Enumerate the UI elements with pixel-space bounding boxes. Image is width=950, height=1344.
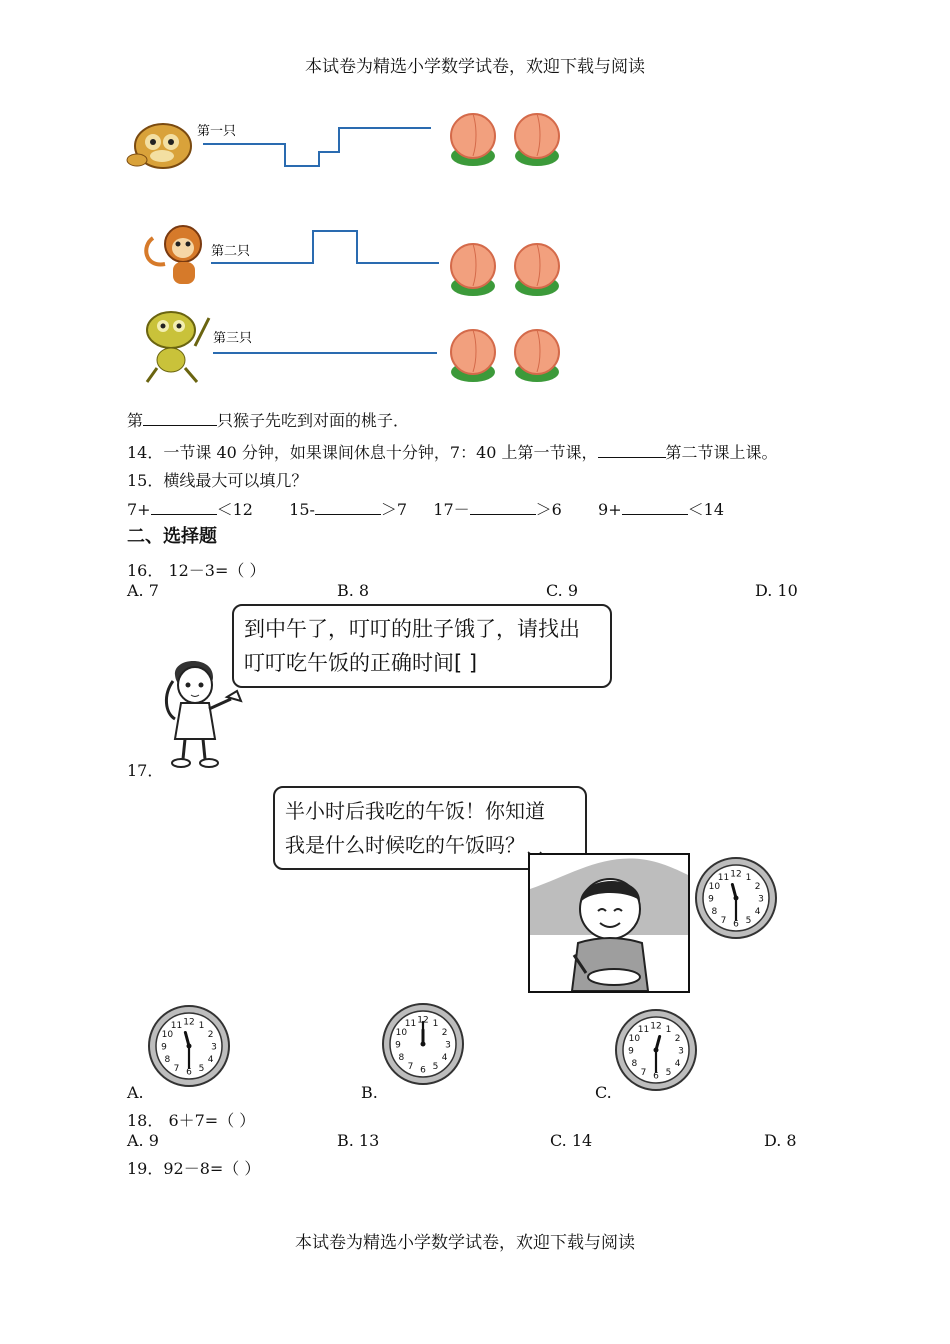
- clock-numeral: 11: [170, 1020, 183, 1031]
- q16-option-a[interactable]: A. 7: [127, 581, 159, 600]
- clock-numeral: 6: [733, 919, 739, 930]
- clock-numeral: 5: [432, 1062, 439, 1073]
- q15-item: 7+ ＜12: [127, 500, 253, 519]
- q18-option-d[interactable]: D. 8: [764, 1131, 797, 1150]
- boy-lunch-scene: [528, 853, 690, 993]
- page-header: 本试卷为精选小学数学试卷，欢迎下载与阅读: [305, 57, 645, 77]
- clock-option-b[interactable]: [380, 1000, 470, 1092]
- clock-numeral: 9: [628, 1046, 634, 1057]
- clock-numeral: 10: [161, 1030, 174, 1040]
- girl-speech-bubble: [232, 604, 612, 688]
- question-15-title: 15．横线最大可以填几？: [127, 471, 308, 490]
- clock-numeral: 3: [211, 1042, 217, 1053]
- clock-numeral: 5: [665, 1068, 672, 1079]
- clock-numeral: 9: [708, 894, 714, 905]
- clock-numeral: 7: [720, 916, 727, 927]
- clock-hub: [734, 896, 739, 901]
- clock-hub: [654, 1048, 659, 1053]
- page-footer: 本试卷为精选小学数学试卷，欢迎下载与阅读: [295, 1233, 635, 1253]
- girl-bubble-line: 到中午了，叮叮的肚子饿了，请找出: [244, 617, 580, 641]
- clock-numeral: 8: [711, 907, 718, 917]
- boy-bubble-line: 半小时后我吃的午饭！你知道: [285, 799, 545, 823]
- question-17-number: 17．: [127, 761, 164, 780]
- section-title-choice: 二、选择题: [127, 526, 217, 547]
- q17-option-a-label[interactable]: A.: [127, 1083, 144, 1102]
- monkey-race-figure: [125, 98, 605, 400]
- clock-numeral: 1: [665, 1024, 672, 1035]
- clock-numeral: 3: [445, 1040, 451, 1051]
- q17-option-b-label[interactable]: B.: [361, 1083, 378, 1102]
- clock-numeral: 4: [207, 1055, 214, 1065]
- clock-numeral: 8: [164, 1055, 171, 1065]
- clock-hub: [421, 1042, 426, 1047]
- boy-bubble-line: 我是什么时候吃的午饭吗？: [285, 833, 525, 857]
- clock-numeral: 4: [674, 1059, 681, 1069]
- monkey-2-label: 第二只: [211, 244, 251, 259]
- monkey-2-image: [146, 226, 201, 284]
- clock-option-c[interactable]: [613, 1006, 703, 1098]
- clock-option-a[interactable]: [146, 1002, 236, 1094]
- clock-numeral: 12: [183, 1017, 195, 1028]
- clock-numeral: 12: [650, 1021, 662, 1032]
- clock-numeral: 10: [395, 1028, 408, 1038]
- clock-numeral: 2: [441, 1028, 448, 1038]
- clock-numeral: 3: [678, 1046, 684, 1057]
- clock-numeral: 9: [395, 1040, 401, 1051]
- clock-numeral: 5: [745, 916, 752, 927]
- clock-numeral: 1: [198, 1020, 205, 1031]
- clock-numeral: 10: [708, 882, 721, 892]
- clock-numeral: 2: [754, 882, 761, 892]
- clock-numeral: 7: [173, 1064, 180, 1075]
- question-19-stem: 19．92－8=（ ）: [127, 1159, 261, 1178]
- answer-blank[interactable]: [143, 409, 217, 426]
- clock-numeral: 8: [398, 1053, 405, 1063]
- peach-icons: [451, 114, 559, 382]
- clock-numeral: 4: [754, 907, 761, 917]
- clock-numeral: 4: [441, 1053, 448, 1063]
- clock-numeral: 11: [637, 1024, 650, 1035]
- monkey-1-path: [203, 128, 431, 166]
- clock-numeral: 3: [758, 894, 764, 905]
- q15-item: 15- ＞7: [289, 500, 408, 519]
- clock-numeral: 10: [628, 1034, 641, 1044]
- question-18-stem: 18． 6＋7=（ ）: [127, 1111, 256, 1130]
- clock-numeral: 2: [207, 1030, 214, 1040]
- question-15-items: [127, 497, 724, 520]
- clock-numeral: 12: [730, 869, 742, 880]
- clock-numeral: 6: [186, 1067, 192, 1078]
- clock-numeral: 1: [432, 1018, 439, 1029]
- q15-item: 17－ ＞6: [433, 500, 562, 519]
- girl-bubble-line: 叮叮吃午饭的正确时间[ ]: [244, 651, 478, 675]
- q16-option-d[interactable]: D. 10: [755, 581, 798, 600]
- monkey-3-image: [147, 312, 209, 382]
- clock-numeral: 2: [674, 1034, 681, 1044]
- clock-numeral: 6: [420, 1065, 426, 1076]
- clock-numeral: 12: [417, 1015, 429, 1026]
- girl-illustration: [155, 655, 245, 773]
- clock-numeral: 11: [717, 872, 730, 883]
- monkey-1-label: 第一只: [197, 124, 237, 139]
- clock-numeral: 7: [407, 1062, 414, 1073]
- boy-illustration: [530, 855, 688, 991]
- q15-item: 9+ ＜14: [598, 500, 725, 519]
- scene-wall-clock: [693, 854, 779, 944]
- monkey-1-image: [127, 124, 191, 168]
- clock-numeral: 5: [198, 1064, 205, 1075]
- answer-blank[interactable]: [151, 498, 217, 515]
- question-16-stem: 16． 12－3=（ ）: [127, 561, 266, 580]
- q18-option-a[interactable]: A. 9: [127, 1131, 159, 1150]
- clock-numeral: 7: [640, 1068, 647, 1079]
- question-14: 14．一节课 40 分钟，如果课间休息十分钟，7：40 上第一节课， 第二节课上课。: [127, 443, 778, 462]
- clock-numeral: 1: [745, 872, 752, 883]
- clock-hub: [187, 1044, 192, 1049]
- monkey-3-label: 第三只: [213, 331, 253, 346]
- answer-blank[interactable]: [622, 498, 688, 515]
- q16-option-c[interactable]: C. 9: [546, 581, 579, 600]
- clock-numeral: 8: [631, 1059, 638, 1069]
- q18-option-b[interactable]: B. 13: [337, 1131, 380, 1150]
- answer-blank[interactable]: [315, 498, 381, 515]
- q17-option-c-label[interactable]: C.: [595, 1083, 612, 1102]
- monkey-question: 第 只猴子先吃到对面的桃子．: [127, 411, 410, 430]
- answer-blank[interactable]: [470, 498, 536, 515]
- answer-blank[interactable]: [598, 441, 666, 458]
- q16-option-b[interactable]: B. 8: [337, 581, 370, 600]
- clock-numeral: 11: [404, 1018, 417, 1029]
- clock-numeral: 9: [161, 1042, 167, 1053]
- q18-option-c[interactable]: C. 14: [550, 1131, 593, 1150]
- clock-numeral: 6: [653, 1071, 659, 1082]
